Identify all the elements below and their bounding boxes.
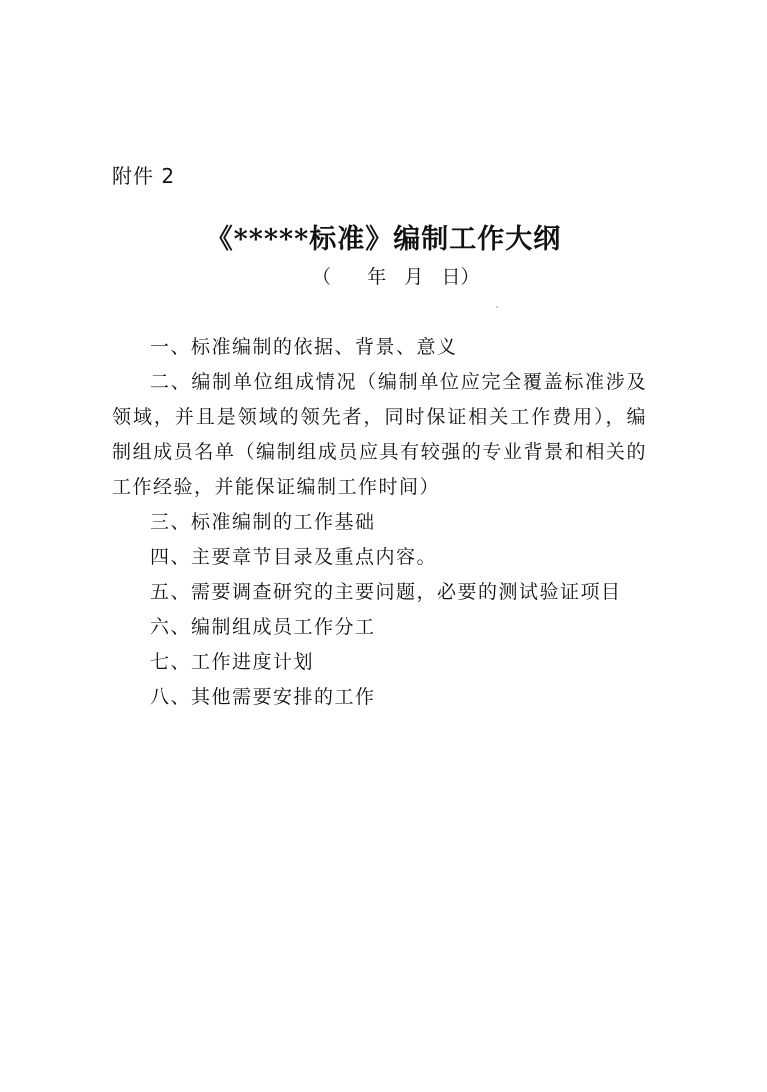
- outline-body: [112, 330, 647, 715]
- outline-item-6: 六、编制组成员工作分工: [150, 616, 376, 638]
- outline-item-4: 四、主要章节目录及重点内容。: [150, 546, 438, 568]
- outline-item-8: 八、其他需要安排的工作: [150, 686, 376, 708]
- outline-item-7: 七、工作进度计划: [150, 651, 315, 673]
- document-title: 《*****标准》编制工作大纲: [205, 224, 562, 255]
- outline-item-2: 二、编制单位组成情况（编制单位应完全覆盖标准涉及领域，并且是领域的领先者，同时保证相关工作费用），编制组成员名单（编制组成员应具有较强的专业背景和相关的工作经验，并能保证编制工作时间）: [112, 371, 647, 498]
- outline-item-1: 一、标准编制的依据、背景、意义: [150, 336, 458, 358]
- scan-speck: [496, 306, 498, 308]
- date-line: （ 年 月 日）: [312, 266, 480, 288]
- attachment-label: 附件 2: [112, 164, 176, 188]
- outline-item-5: 五、需要调查研究的主要问题，必要的测试验证项目: [150, 581, 622, 603]
- outline-item-3: 三、标准编制的工作基础: [150, 511, 376, 533]
